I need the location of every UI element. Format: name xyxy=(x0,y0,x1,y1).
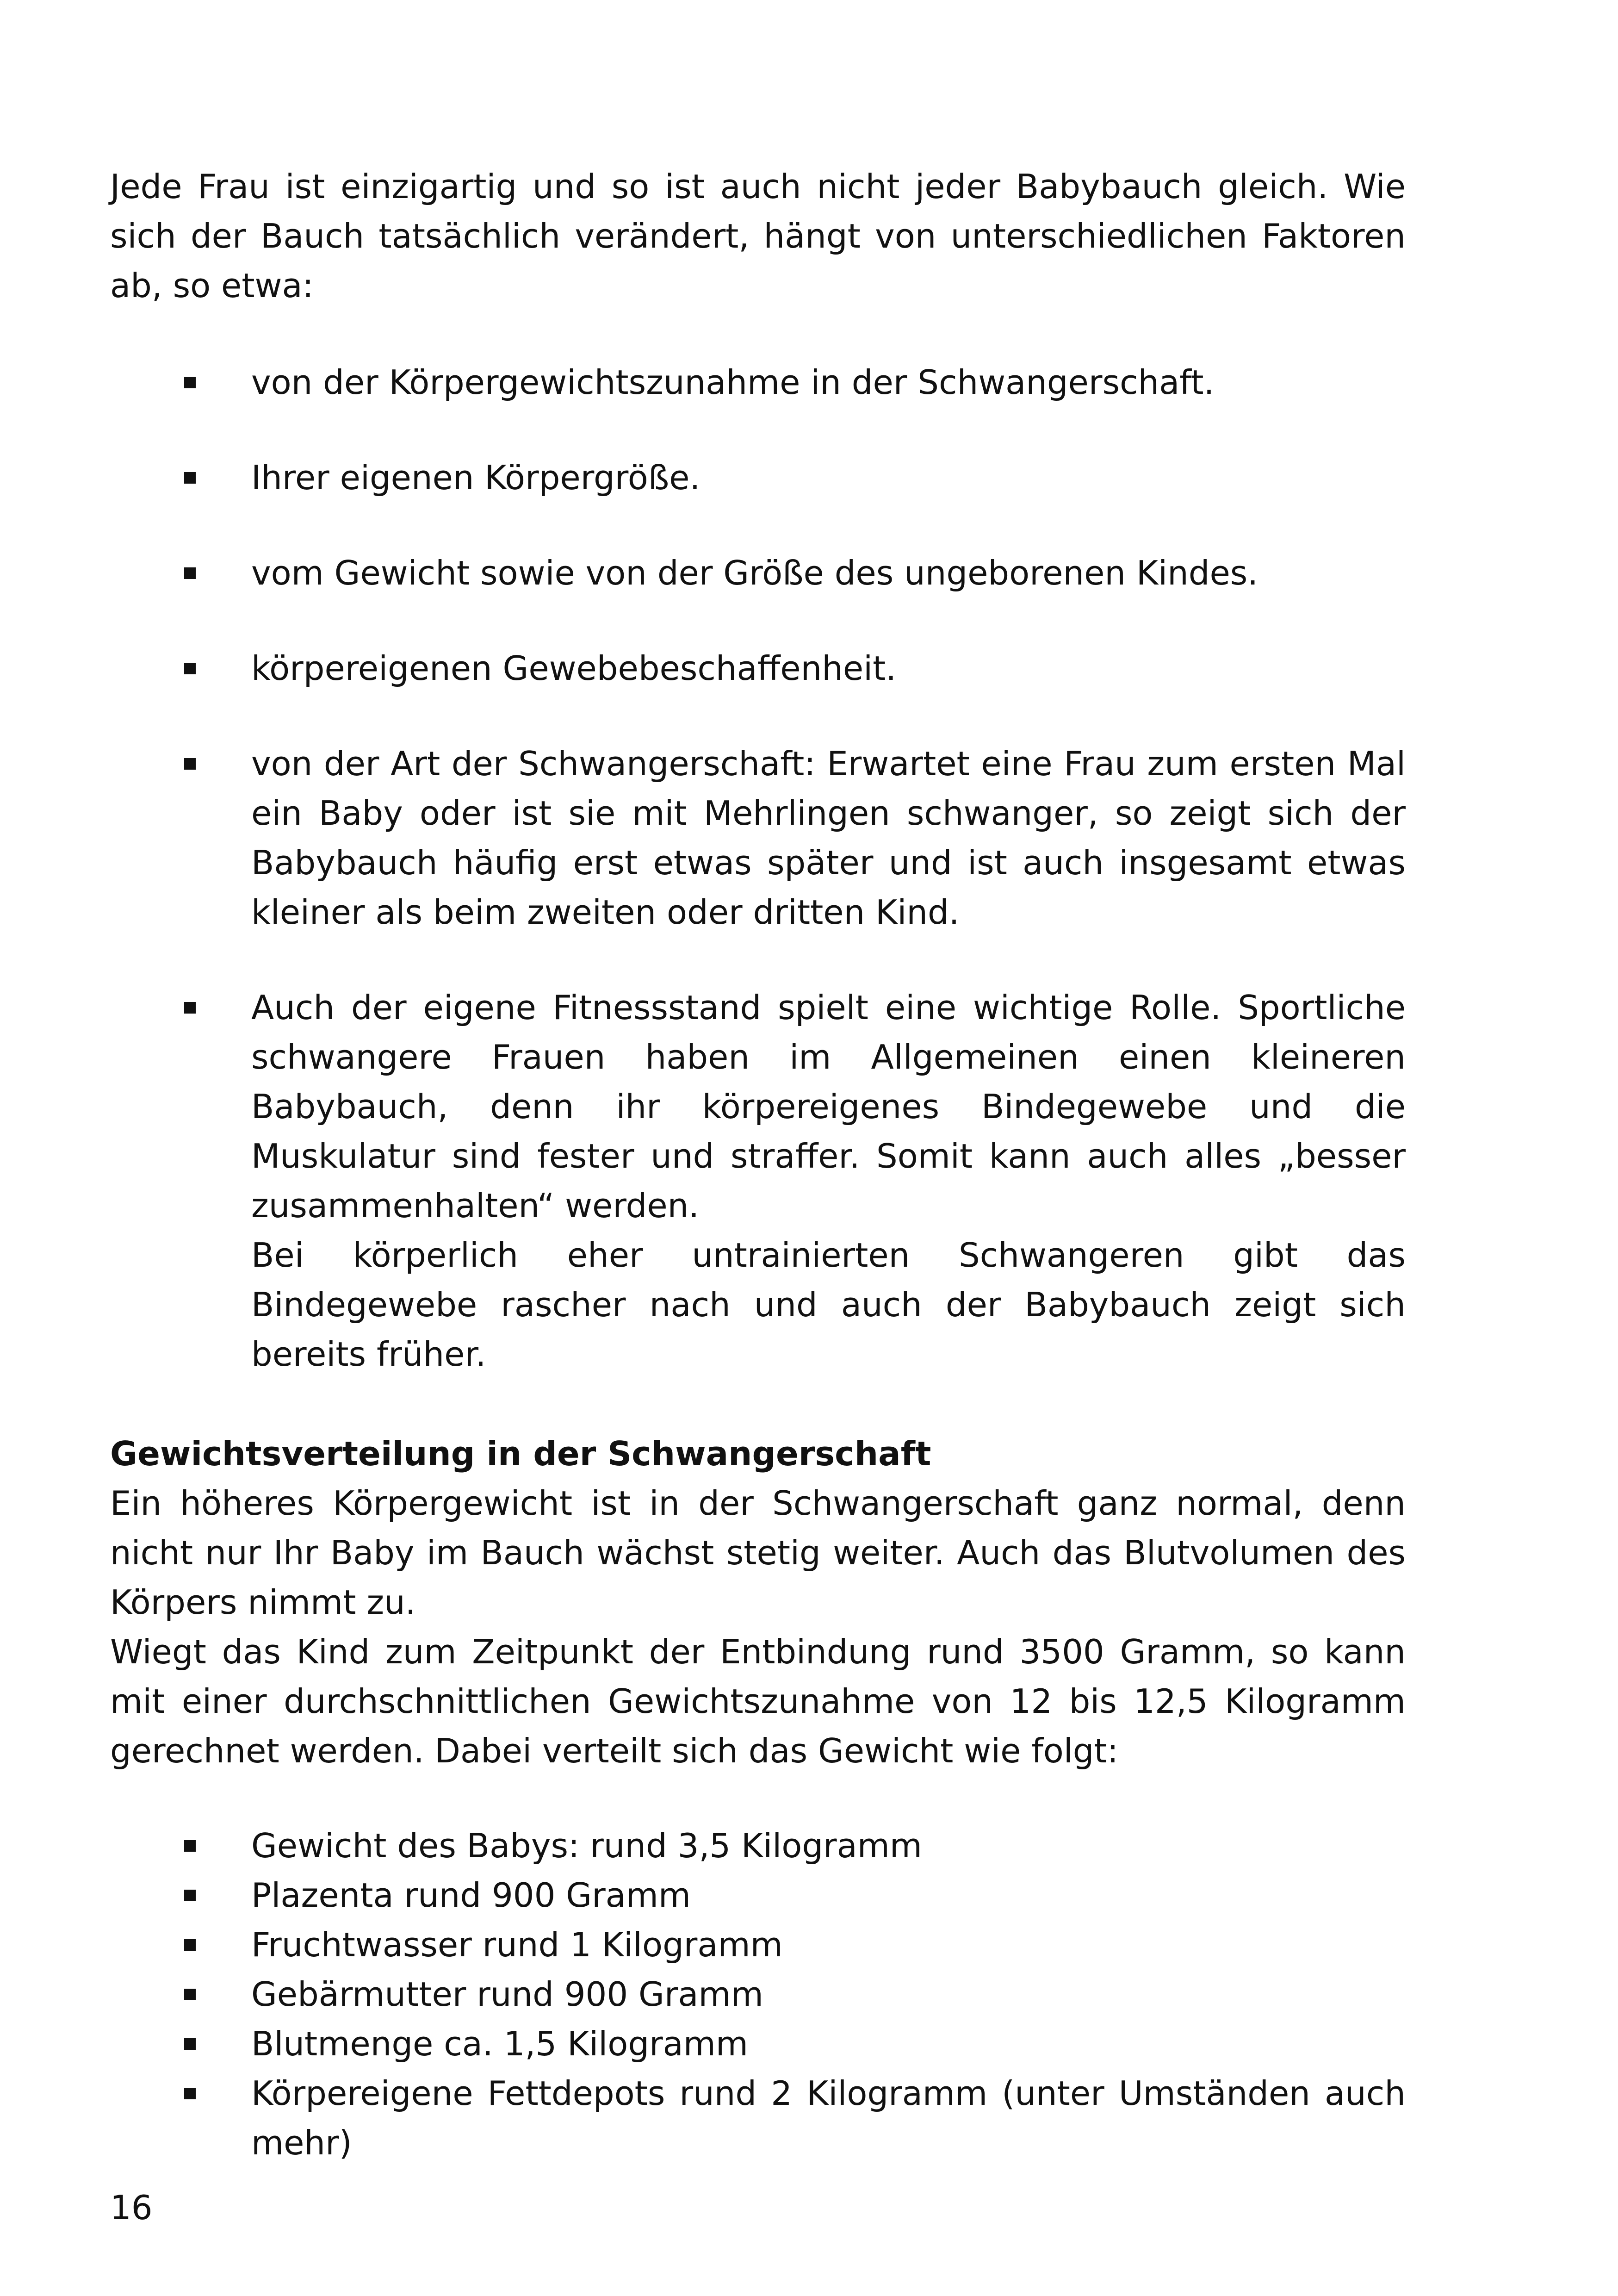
page-content xyxy=(110,162,1406,2168)
square-bullet-icon xyxy=(184,2088,196,2099)
list-item-text: von der Art der Schwangerschaft: Erwartet eine Frau zum ersten Mal ein Baby oder ist sie mit Mehrlingen schwanger, so zeigt sich der Babybauch häufig erst etwas später und ist auch insgesamt etwas kleiner als beim zweiten oder dritten Kind. xyxy=(251,744,1406,932)
square-bullet-icon xyxy=(184,1989,196,2000)
list-item-text: von der Körpergewichtszunahme in der Schwangerschaft. xyxy=(251,363,1215,402)
section-paragraph: Wiegt das Kind zum Zeitpunkt der Entbindung rund 3500 Gramm, so kann mit einer durchschnittlichen Gewichtszunahme von 12 bis 12,5 Kilogramm gerechnet werden. Dabei verteilt sich das Gewicht wie folgt: xyxy=(110,1632,1406,1770)
list-item xyxy=(110,2019,1406,2069)
list-item-text: Blutmenge ca. 1,5 Kilogramm xyxy=(251,2024,749,2063)
list-item xyxy=(110,983,1406,1379)
square-bullet-icon xyxy=(184,1939,196,1951)
list-item xyxy=(110,1821,1406,1871)
square-bullet-icon xyxy=(184,1002,196,1014)
list-item xyxy=(110,644,1406,693)
list-item-text: Auch der eigene Fitnessstand spielt eine wichtige Rolle. Sportliche schwangere Frauen haben im Allgemeinen einen kleineren Babybauch, denn ihr körpereigenes Bindegewebe und die Muskulatur sind fester und straffer. Somit kann auch alles „besser zusammenhalten“ werden. xyxy=(251,988,1406,1225)
list-item-text: Ihrer eigenen Körpergröße. xyxy=(251,458,701,497)
square-bullet-icon xyxy=(184,377,196,388)
list-item-text: vom Gewicht sowie von der Größe des ungeborenen Kindes. xyxy=(251,554,1258,592)
square-bullet-icon xyxy=(184,663,196,674)
square-bullet-icon xyxy=(184,758,196,770)
list-item xyxy=(110,358,1406,407)
list-item-text: körpereigenen Gewebebeschaffenheit. xyxy=(251,649,897,688)
list-item-text: Gebärmutter rund 900 Gramm xyxy=(251,1975,763,2014)
list-item xyxy=(110,1970,1406,2019)
square-bullet-icon xyxy=(184,1890,196,1901)
intro-paragraph: Jede Frau ist einzigartig und so ist auch nicht jeder Babybauch gleich. Wie sich der Bauch tatsächlich verändert, hängt von unterschiedlichen Faktoren ab, so etwa: xyxy=(110,167,1406,305)
square-bullet-icon xyxy=(184,472,196,484)
page-number: 16 xyxy=(110,2188,153,2227)
list-item xyxy=(110,548,1406,598)
list-item-text: Plazenta rund 900 Gramm xyxy=(251,1876,691,1915)
list-item-text: Körpereigene Fettdepots rund 2 Kilogramm (unter Umständen auch mehr) xyxy=(251,2074,1406,2162)
list-item xyxy=(110,739,1406,937)
section-paragraph: Ein höheres Körpergewicht ist in der Schwangerschaft ganz normal, denn nicht nur Ihr Baby im Bauch wächst stetig weiter. Auch das Blutvolumen des Körpers nimmt zu. xyxy=(110,1484,1406,1622)
list-item xyxy=(110,453,1406,503)
list-item-text: Gewicht des Babys: rund 3,5 Kilogramm xyxy=(251,1826,923,1865)
list-item xyxy=(110,2069,1406,2168)
list-item-text-continuation: Bei körperlich eher untrainierten Schwangeren gibt das Bindegewebe rascher nach und auch der Babybauch zeigt sich bereits früher. xyxy=(251,1236,1406,1374)
square-bullet-icon xyxy=(184,567,196,579)
section-heading: Gewichtsverteilung in der Schwangerschaft xyxy=(110,1434,931,1473)
list-item xyxy=(110,1871,1406,1920)
list-item xyxy=(110,1920,1406,1970)
square-bullet-icon xyxy=(184,2038,196,2050)
list-item-text: Fruchtwasser rund 1 Kilogramm xyxy=(251,1925,783,1964)
factors-list xyxy=(110,358,1406,1379)
square-bullet-icon xyxy=(184,1840,196,1852)
weights-list xyxy=(110,1821,1406,2168)
